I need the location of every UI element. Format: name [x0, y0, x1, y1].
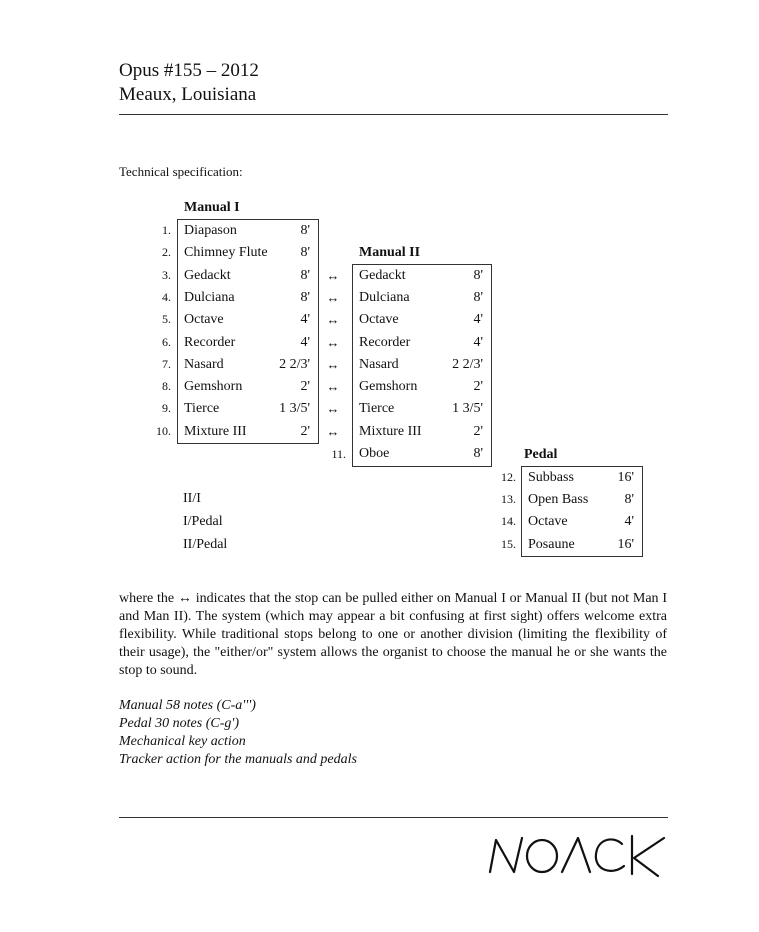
stop-row — [178, 265, 318, 287]
stop-name: Tierce — [359, 401, 395, 416]
stop-name: Recorder — [184, 335, 236, 350]
stop-number: 8. — [162, 379, 171, 393]
stop-name: Gemshorn — [359, 379, 418, 394]
either-or-arrow: ↔ — [326, 290, 340, 305]
pedal-title: Pedal — [524, 447, 558, 462]
stop-number: 14. — [501, 514, 516, 528]
stop-pitch: 8' — [300, 223, 310, 238]
stop-number: 5. — [162, 312, 171, 326]
stop-row — [178, 220, 318, 242]
stop-number: 7. — [162, 357, 171, 371]
coupler-item: II/Pedal — [183, 537, 228, 552]
coupler-item: II/I — [183, 491, 201, 506]
explanation-paragraph: where the ↔ indicates that the stop can be pulled either on Manual I or Manual II (but not Man I and Man II). The system (which may appear a bit confusing at first sight) offers welcome extra flexibility. While traditional stops belong to one or another division (limiting the flexibility of their usage), the "either/or" system allows the organist to choose the manual he or she wants the stop to sound. — [119, 591, 667, 678]
stop-name: Gedackt — [359, 268, 406, 283]
stop-row — [522, 489, 642, 511]
stop-name: Tierce — [184, 401, 220, 416]
stop-number: 1. — [162, 223, 171, 237]
manual1-title: Manual I — [184, 200, 240, 215]
stop-number: 9. — [162, 401, 171, 415]
stop-row — [353, 354, 491, 376]
stop-name: Mixture III — [184, 424, 247, 439]
stop-number: 15. — [501, 537, 516, 551]
stop-pitch: 16' — [617, 537, 634, 552]
pedal-box — [521, 466, 643, 557]
stop-pitch: 8' — [624, 492, 634, 507]
stop-pitch: 4' — [300, 312, 310, 327]
stop-number: 13. — [501, 492, 516, 506]
stop-number: 3. — [162, 268, 171, 282]
manual1-box — [177, 219, 319, 444]
detail-line: Pedal 30 notes (C-g') — [119, 716, 240, 731]
stop-number: 2. — [162, 245, 171, 259]
manual2-title: Manual II — [359, 245, 421, 260]
stop-row — [178, 398, 318, 420]
stop-pitch: 2 2/3' — [279, 357, 310, 372]
stop-row — [353, 265, 491, 287]
stop-pitch: 4' — [624, 514, 634, 529]
top-divider — [119, 114, 668, 115]
stop-pitch: 1 3/5' — [279, 401, 310, 416]
stop-row — [178, 309, 318, 331]
stop-row — [522, 534, 642, 556]
stop-number: 6. — [162, 335, 171, 349]
either-or-arrow: ↔ — [326, 379, 340, 394]
stop-pitch: 2' — [473, 424, 483, 439]
stop-pitch: 8' — [300, 245, 310, 260]
noack-logo — [486, 832, 670, 880]
stop-pitch: 4' — [300, 335, 310, 350]
stop-name: Oboe — [359, 446, 390, 461]
stop-row — [353, 332, 491, 354]
stop-row — [353, 443, 491, 465]
stop-pitch: 2' — [300, 379, 310, 394]
stop-row — [522, 511, 642, 533]
either-or-arrow: ↔ — [326, 335, 340, 350]
bottom-divider — [119, 817, 668, 818]
stop-name: Chimney Flute — [184, 245, 268, 260]
coupler-item: I/Pedal — [183, 514, 223, 529]
stop-row — [178, 354, 318, 376]
stop-name: Dulciana — [184, 290, 235, 305]
stop-name: Dulciana — [359, 290, 410, 305]
stop-pitch: 16' — [617, 470, 634, 485]
stop-row — [353, 421, 491, 443]
stop-number: 4. — [162, 290, 171, 304]
either-or-arrow: ↔ — [326, 424, 340, 439]
stop-name: Posaune — [528, 537, 575, 552]
stop-row — [522, 467, 642, 489]
stop-row — [178, 332, 318, 354]
stop-name: Mixture III — [359, 424, 422, 439]
stop-pitch: 8' — [300, 290, 310, 305]
stop-row — [353, 398, 491, 420]
stop-row — [178, 242, 318, 264]
stop-name: Gemshorn — [184, 379, 243, 394]
stop-name: Nasard — [359, 357, 399, 372]
stop-name: Octave — [184, 312, 224, 327]
stop-name: Open Bass — [528, 492, 589, 507]
stop-name: Nasard — [184, 357, 224, 372]
stop-row — [353, 309, 491, 331]
stop-row — [178, 421, 318, 443]
stop-pitch: 1 3/5' — [452, 401, 483, 416]
stop-number: 12. — [501, 470, 516, 484]
either-or-arrow: ↔ — [326, 312, 340, 327]
stop-name: Recorder — [359, 335, 411, 350]
stop-pitch: 4' — [473, 335, 483, 350]
detail-line: Tracker action for the manuals and pedals — [119, 752, 357, 767]
location-title: Meaux, Louisiana — [119, 84, 257, 105]
stop-name: Octave — [359, 312, 399, 327]
opus-title: Opus #155 – 2012 — [119, 60, 259, 81]
detail-line: Mechanical key action — [119, 734, 246, 749]
detail-line: Manual 58 notes (C-a''') — [119, 698, 256, 713]
stop-name: Gedackt — [184, 268, 231, 283]
stop-number: 11. — [331, 447, 346, 461]
stop-row — [353, 376, 491, 398]
stop-row — [353, 287, 491, 309]
stop-name: Diapason — [184, 223, 237, 238]
stop-pitch: 8' — [473, 290, 483, 305]
stop-pitch: 8' — [473, 446, 483, 461]
stop-pitch: 4' — [473, 312, 483, 327]
stop-name: Subbass — [528, 470, 574, 485]
stop-number: 10. — [156, 424, 171, 438]
stop-row — [178, 376, 318, 398]
stop-pitch: 2 2/3' — [452, 357, 483, 372]
stop-row — [178, 287, 318, 309]
manual2-box — [352, 264, 492, 467]
either-or-arrow: ↔ — [326, 268, 340, 283]
either-or-arrow: ↔ — [326, 401, 340, 416]
stop-pitch: 2' — [300, 424, 310, 439]
stop-pitch: 2' — [473, 379, 483, 394]
either-or-arrow: ↔ — [326, 357, 340, 372]
stop-name: Octave — [528, 514, 568, 529]
stop-pitch: 8' — [300, 268, 310, 283]
spec-label: Technical specification: — [119, 164, 243, 179]
stop-pitch: 8' — [473, 268, 483, 283]
